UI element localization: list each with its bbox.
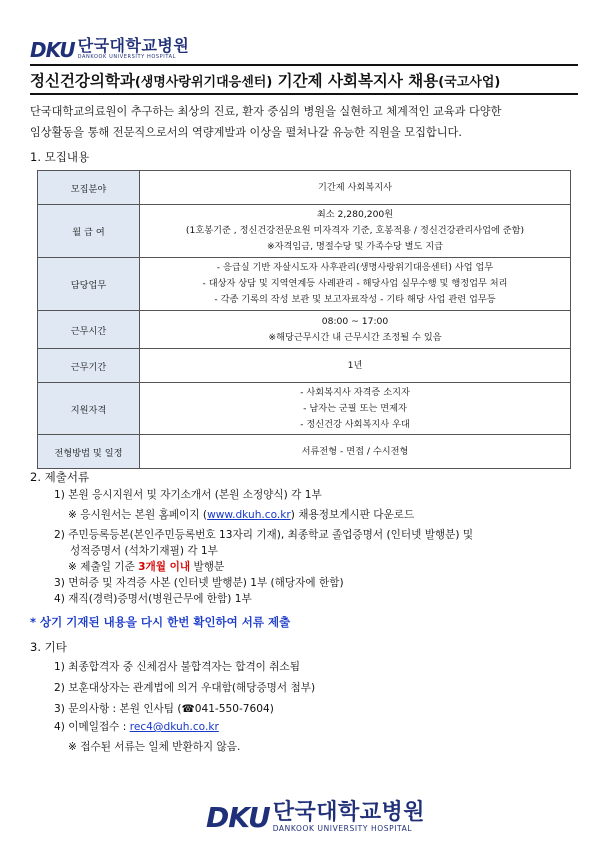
note-text: ※ 제출일 기준 (68, 561, 139, 573)
homepage-link[interactable]: www.dkuh.co.kr (207, 509, 291, 521)
email-link[interactable]: rec4@dkuh.co.kr (129, 721, 219, 733)
note-text-end: 발행분 (190, 561, 225, 573)
hours-line-2: ※해당근무시간 내 근무시간 조정될 수 있음 (268, 331, 442, 343)
title-center: (생명사랑위기대응센터) (134, 75, 273, 90)
salary-line-2: (1호봉기준 , 정신건강전문요원 미자격자 기준, 호봉적용 / 정신건강관리사업에 준함) (185, 225, 525, 236)
dku-logo-mark: DKU (30, 37, 75, 62)
documents-item-1: 1) 본원 응시지원서 및 자기소개서 (본원 소정양식) 각 1부 (54, 489, 322, 501)
table-row (38, 311, 571, 349)
duty-line-3: - 각종 기록의 작성 보관 및 보고자료작성 - 기타 해당 사업 관련 업무등 (214, 294, 496, 305)
contact-text: 3) 문의사항 : 본원 인사팀 ( (54, 703, 182, 715)
duty-line-1: - 응급실 기반 자살시도자 사후관리(생명사랑위기대응센터) 사업 업무 (216, 262, 494, 273)
documents-item-2-line-1: 2) 주민등록등본(본인주민등록번호 13자리 기재), 최종학교 졸업증명서 (인터넷 발행분) 및 (54, 529, 474, 541)
table-row (38, 205, 571, 258)
hours-line-1: 08:00 ~ 17:00 (321, 315, 389, 327)
etc-note: ※ 접수된 서류는 일체 반환하지 않음. (68, 741, 241, 753)
title-prefix: 정신건강의학과 (30, 72, 135, 90)
etc-item-4 (54, 720, 219, 734)
documents-item-1-note (68, 508, 414, 522)
logo-english-name: DANKOOK UNIVERSITY HOSPITAL (272, 824, 413, 833)
logo-text (78, 38, 190, 61)
email-label: 4) 이메일접수 : (54, 721, 130, 733)
duty-line-2: - 대상자 상담 및 지역연계등 사례관리 - 해당사업 실무수행 및 행정업무 처리 (202, 278, 508, 289)
qualification-label: 지원자격 (38, 383, 140, 435)
section-etc-title: 3. 기타 (30, 640, 67, 654)
section-recruitment-title: 1. 모집내용 (30, 150, 90, 164)
table-row (38, 435, 571, 469)
note-text: ※ 응시원서는 본원 홈페이지 ( (68, 509, 208, 521)
qualification-line-1: - 사회복지사 자격증 소지자 (300, 386, 410, 398)
footer-logo (206, 802, 425, 833)
logo-text (273, 802, 425, 833)
phone-number: ☎041-550-7604 (181, 703, 270, 715)
confirmation-notice: * 상기 기재된 내용을 다시 한번 확인하여 서류 제출 (30, 615, 291, 629)
logo-english-name: DANKOOK UNIVERSITY HOSPITAL (77, 54, 177, 60)
qualification-value (140, 383, 571, 435)
documents-item-2-line-2: 성적증명서 (석차기재필) 각 1부 (70, 545, 218, 557)
documents-item-2-note (68, 560, 224, 574)
table-row (38, 171, 571, 205)
field-value: 기간제 사회복지사 (140, 171, 571, 205)
title-main: 기간제 사회복지사 채용 (272, 72, 439, 90)
logo-korean-name: 단국대학교병원 (77, 36, 190, 55)
salary-line-3: ※자격임금, 명절수당 및 가족수당 별도 지급 (266, 241, 444, 252)
hours-label: 근무시간 (38, 311, 140, 349)
title-tag: (국고사업) (438, 75, 501, 90)
header-divider (30, 64, 578, 66)
logo-korean-name: 단국대학교병원 (272, 800, 425, 825)
page-title (30, 71, 590, 93)
table-row (38, 383, 571, 435)
period-value: 1년 (140, 349, 571, 383)
period-label: 근무기간 (38, 349, 140, 383)
recruitment-table (37, 170, 571, 469)
intro-text (30, 101, 585, 143)
header-logo (30, 38, 189, 61)
table-row (38, 258, 571, 311)
note-text-end: ) 채용정보게시판 다운로드 (290, 509, 415, 521)
salary-label: 월 급 여 (38, 205, 140, 258)
section-documents-title: 2. 제출서류 (30, 470, 90, 484)
method-label: 전형방법 및 일정 (38, 435, 140, 469)
table-row (38, 349, 571, 383)
etc-item-2: 2) 보훈대상자는 관계법에 의거 우대함(해당증명서 첨부) (54, 682, 316, 694)
duty-label: 담당업무 (38, 258, 140, 311)
title-divider (30, 93, 578, 95)
duty-value (140, 258, 571, 311)
documents-item-4: 4) 재직(경력)증명서(병원근무에 한함) 1부 (54, 593, 252, 605)
dku-logo-mark: DKU (206, 800, 270, 834)
salary-value (140, 205, 571, 258)
intro-line-1: 단국대학교의료원이 추구하는 최상의 진료, 환자 중심의 병원을 실현하고 체계적인 교육과 다양한 (30, 105, 502, 118)
field-label: 모집분야 (38, 171, 140, 205)
hours-value (140, 311, 571, 349)
contact-text-end: ) (269, 703, 274, 715)
method-value: 서류전형 - 면접 / 수시전형 (140, 435, 571, 469)
qualification-line-2: - 남자는 군필 또는 면제자 (303, 402, 407, 414)
etc-item-1: 1) 최종합격자 중 신체검사 불합격자는 합격이 취소됨 (54, 661, 300, 673)
qualification-line-3: - 정신건강 사회복지사 우대 (300, 418, 410, 430)
etc-item-3 (54, 702, 274, 716)
documents-item-3: 3) 면허증 및 자격증 사본 (인터넷 발행분) 1부 (해당자에 한함) (54, 577, 344, 589)
salary-line-1: 최소 2,280,200원 (316, 209, 394, 220)
intro-line-2: 임상활동을 통해 전문직으로서의 역량계발과 이상을 펼쳐나갈 유능한 직원을 모집합니다. (30, 126, 462, 139)
validity-highlight: 3개월 이내 (138, 561, 191, 573)
